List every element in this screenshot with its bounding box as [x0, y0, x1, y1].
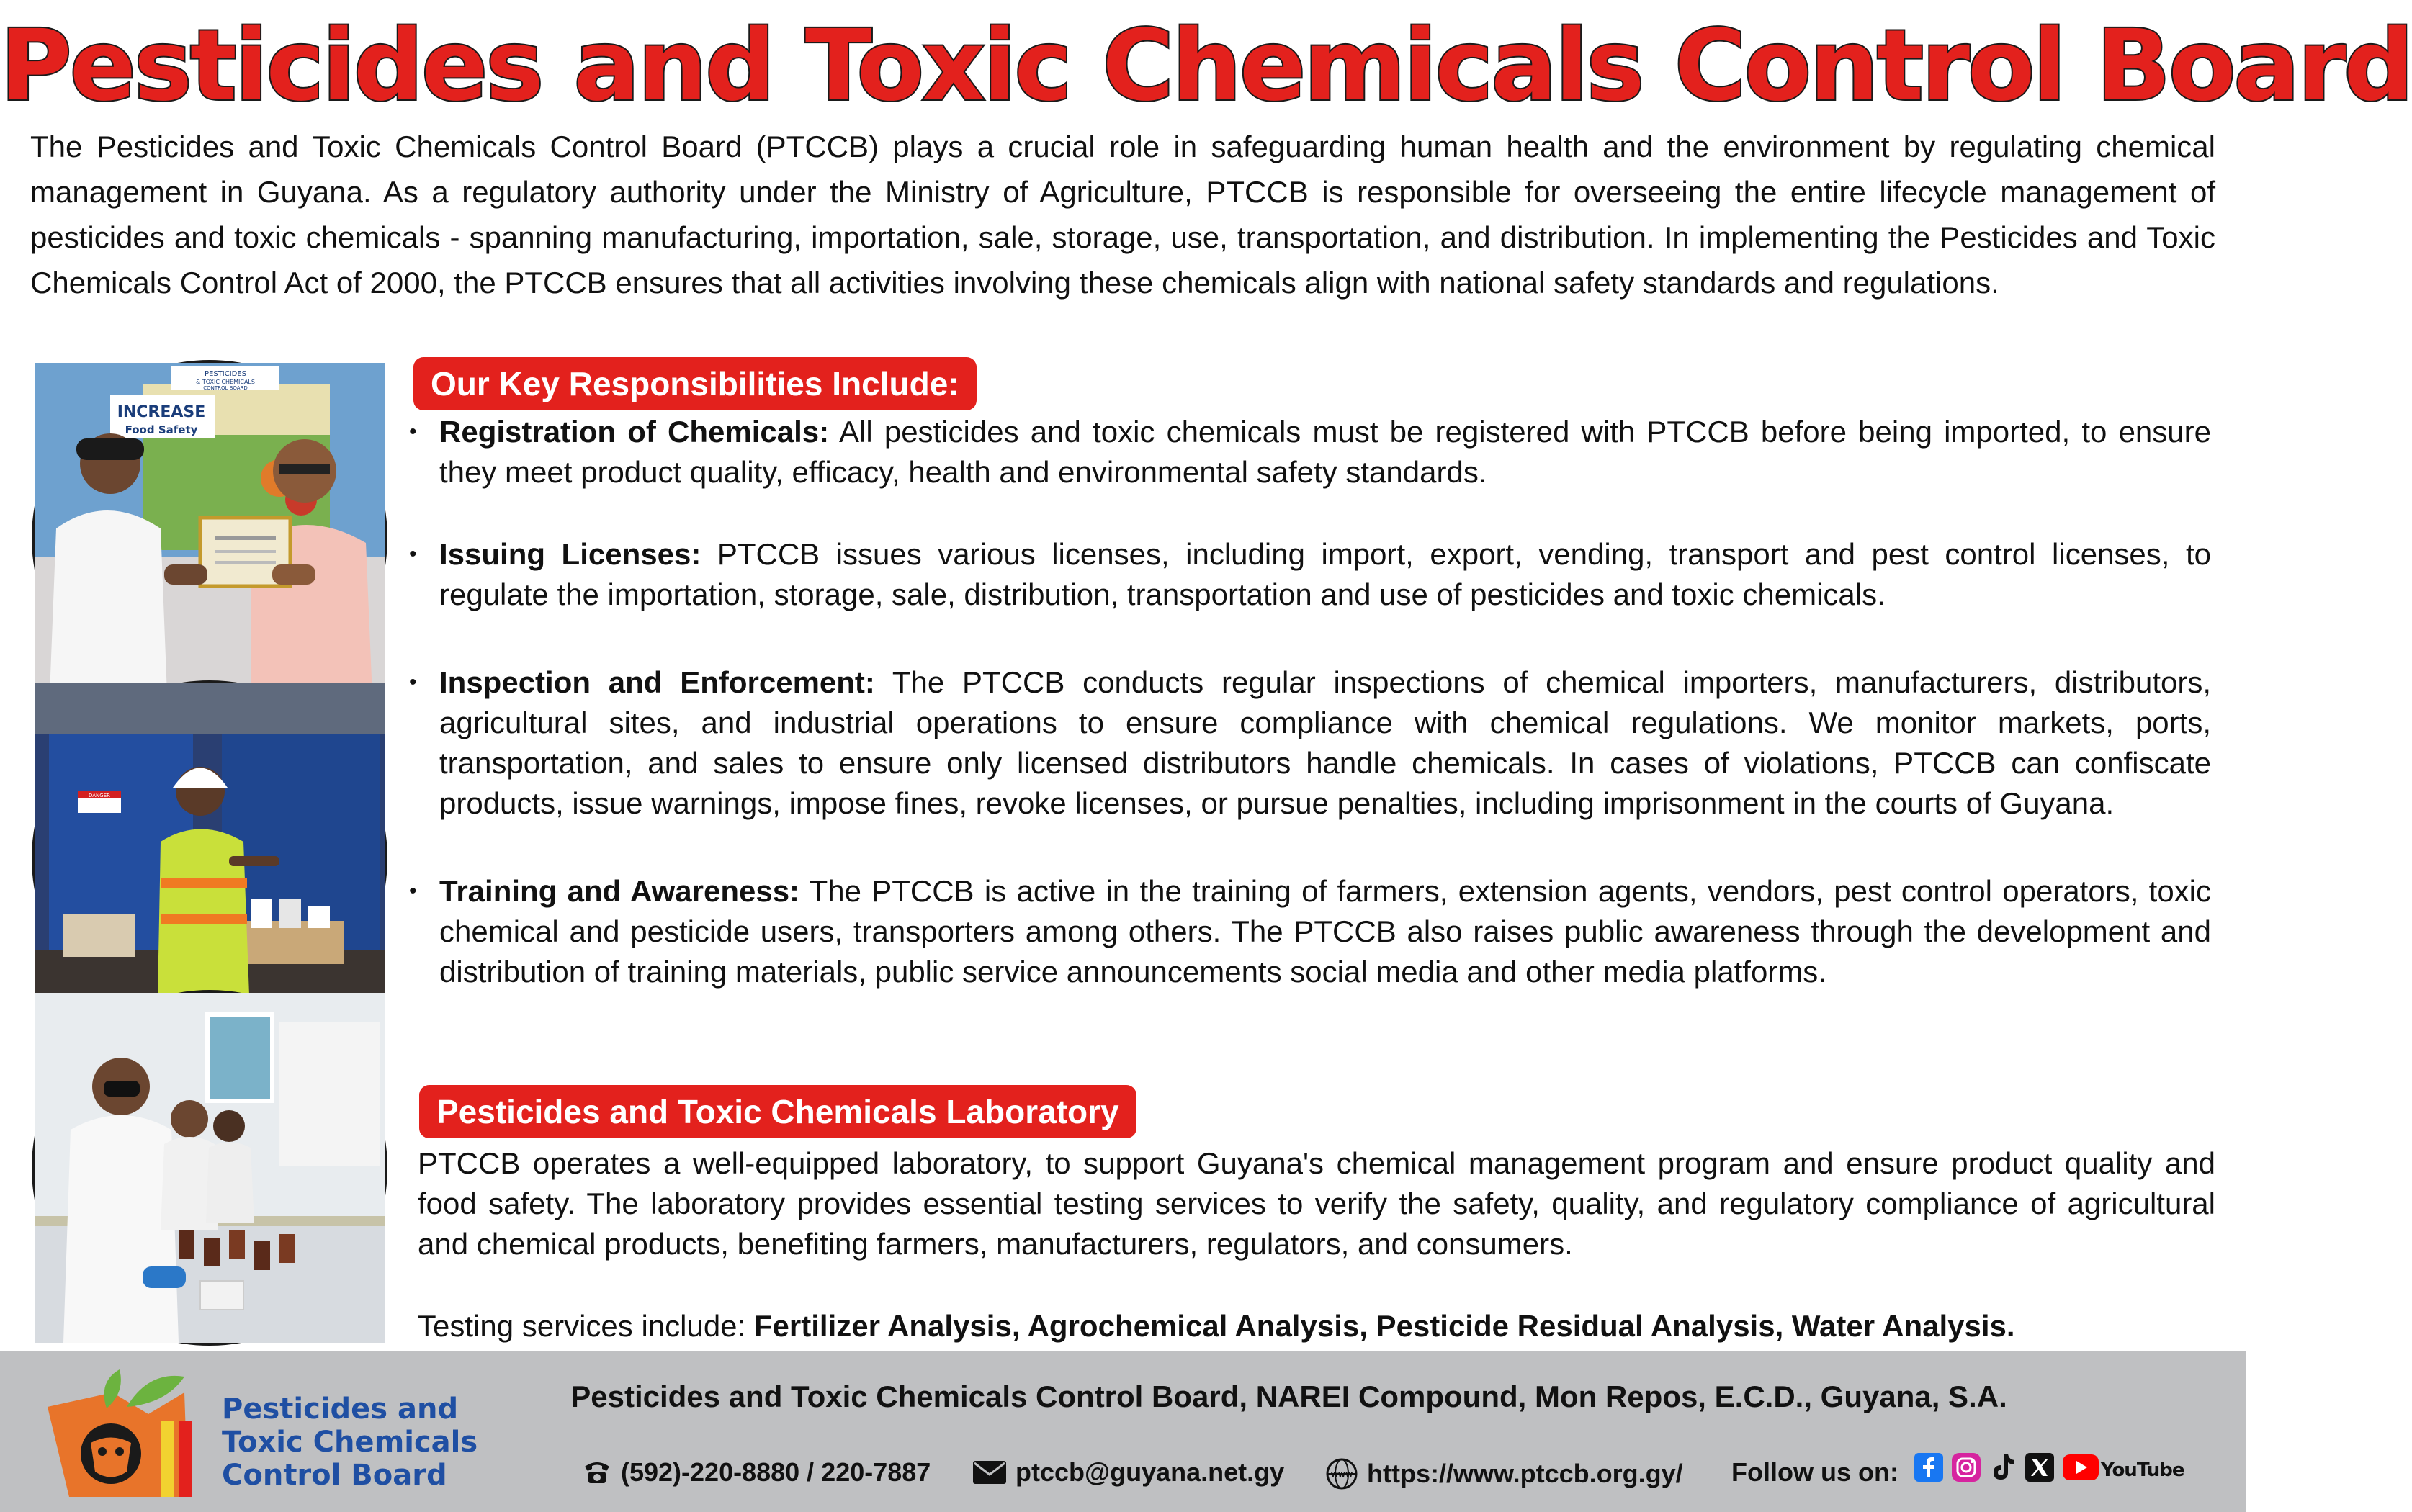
footer: [0, 1351, 2246, 1512]
email-icon: [972, 1460, 1007, 1485]
responsibilities-list: [408, 412, 2211, 992]
x-icon[interactable]: [2025, 1453, 2054, 1482]
lab-heading: Pesticides and Toxic Chemicals Laboratory: [419, 1085, 1136, 1138]
banner-logo-line: PESTICIDES: [204, 370, 247, 378]
banner-subtext: Food Safety: [125, 423, 198, 436]
testing-services: [418, 1306, 2215, 1346]
svg-text:YouTube: YouTube: [2101, 1459, 2184, 1481]
banner-logo-line: CONTROL BOARD: [203, 385, 248, 391]
follow-label: Follow us on:: [1731, 1457, 1898, 1487]
list-item: [408, 871, 2211, 992]
photo-laboratory: [32, 990, 387, 1346]
email-address: ptccb@guyana.net.gy: [1016, 1457, 1285, 1487]
youtube-icon[interactable]: [2063, 1452, 2184, 1483]
photo-inspection: [32, 680, 387, 1036]
intro-paragraph: The Pesticides and Toxic Chemicals Control Board (PTCCB) plays a crucial role in safeguarding human health and the environment by regulating chemical management in Guyana. As a regulatory authority under the Ministry of Agriculture, PTCCB is responsible for overseeing the entire lifecycle management of pesticides and toxic chemicals - spanning manufacturing, importation, sale, storage, use, transportation, and distribution. In implementing the Pesticides and Toxic Chemicals Control Act of 2000, the PTCCB ensures that all activities involving these chemicals align with national safety standards and regulations.: [30, 130, 2215, 300]
logo-text-line: Control Board: [222, 1459, 447, 1492]
list-item: [408, 412, 2211, 492]
instagram-icon[interactable]: [1952, 1453, 1981, 1482]
facebook-icon[interactable]: [1914, 1453, 1943, 1482]
warning-sign: DANGER: [88, 793, 111, 798]
page-title: Pesticides and Toxic Chemicals Control Board: [0, 9, 2412, 123]
banner-text: INCREASE: [117, 403, 206, 421]
tiktok-icon[interactable]: [1989, 1452, 2017, 1482]
logo-text-line: Toxic Chemicals: [222, 1426, 478, 1459]
email-contact[interactable]: [972, 1457, 1284, 1488]
list-item-title: Inspection and Enforcement:: [439, 665, 875, 699]
phone-contact[interactable]: [582, 1457, 931, 1488]
list-item-text: PTCCB issues various licenses, including import, export, vending, transport and pest control licenses, to regulate the importation, storage, sale, distribution, transportation and use of pesticides and toxic chemicals.: [439, 537, 2211, 611]
website-url: https://www.ptccb.org.gy/: [1367, 1459, 1683, 1488]
logo-text-line: Pesticides and: [222, 1392, 459, 1426]
list-item-title: Training and Awareness:: [439, 874, 800, 908]
list-item-text: The PTCCB is active in the training of farmers, extension agents, vendors, pest control operators, toxic chemical and pesticide users, transporters among others. The PTCCB also raises public awareness through the development and distribution of training materials, public service announcements social media and other media platforms.: [439, 874, 2212, 989]
list-item: [408, 662, 2211, 824]
address: Pesticides and Toxic Chemicals Control Board, NAREI Compound, Mon Repos, E.C.D., Guyana, S.A.: [570, 1380, 2007, 1413]
social-links: [1914, 1452, 2184, 1483]
list-item-title: Registration of Chemicals:: [439, 415, 830, 449]
web-icon: [1325, 1457, 1358, 1490]
list-item-text: All pesticides and toxic chemicals must be registered with PTCCB before being imported, to ensure they meet product quality, efficacy, health and environmental safety standards.: [439, 415, 2211, 489]
list-item-title: Issuing Licenses:: [439, 537, 701, 571]
testing-list: Fertilizer Analysis, Agrochemical Analysis, Pesticide Residual Analysis, Water Analysis.: [753, 1309, 2015, 1343]
website-contact[interactable]: [1325, 1457, 1683, 1490]
banner-logo-line: & TOXIC CHEMICALS: [196, 379, 255, 385]
phone-number: (592)-220-8880 / 220-7887: [621, 1457, 931, 1487]
svg-text:www: www: [1330, 1470, 1353, 1479]
testing-label: Testing services include:: [418, 1309, 754, 1343]
lab-paragraph: PTCCB operates a well-equipped laboratory, to support Guyana's chemical management program and ensure product quality and food safety. The laboratory provides essential testing services to verify the safety, quality, and regulatory compliance of agricultural and chemical products, benefiting farmers, manufacturers, regulators, and consumers.: [418, 1146, 2215, 1261]
photo-certificate: [32, 360, 387, 716]
list-item-text: The PTCCB conducts regular inspections of chemical importers, manufacturers, distributors, agricultural sites, and industrial operations to ensure compliance with chemical regulations. We monitor markets, ports, transportation, and sales to ensure only licensed distributors handle chemicals. In cases of violations, PTCCB can confiscate products, issue warnings, impose fines, revoke licenses, or pursue penalties, including imprisonment in the courts of Guyana.: [439, 665, 2211, 820]
phone-icon: [582, 1459, 612, 1485]
list-item: [408, 534, 2211, 615]
responsibilities-heading: Our Key Responsibilities Include:: [413, 357, 977, 410]
